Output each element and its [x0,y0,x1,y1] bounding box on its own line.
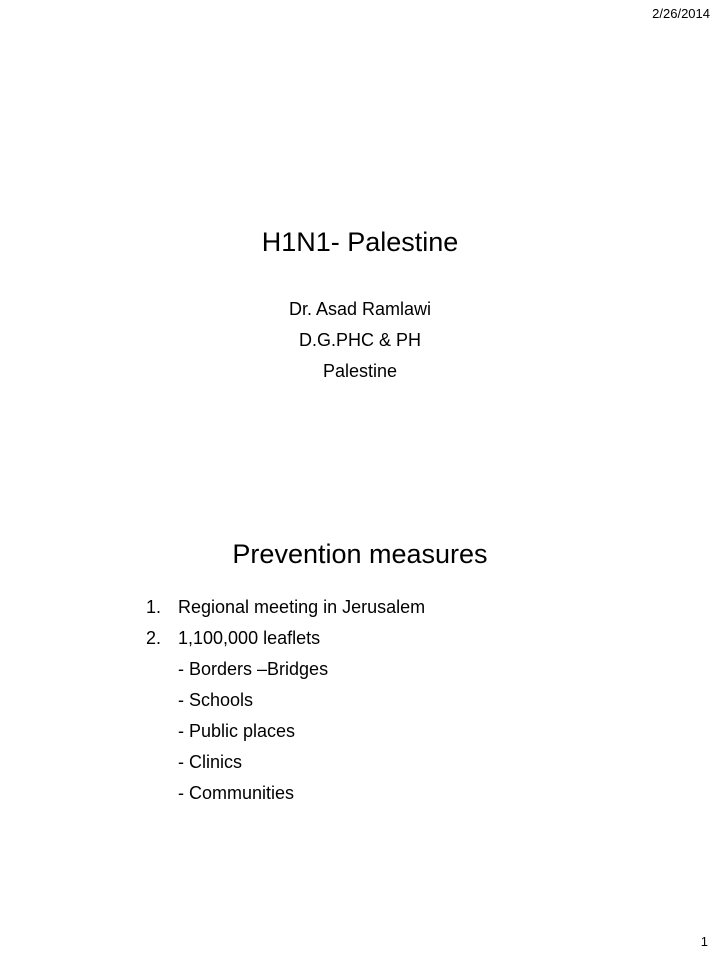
list-item-number: 2. [146,628,162,648]
sub-list-item: - Borders –Bridges [178,659,329,679]
list-item-text: 1,100,000 leaflets [178,628,321,648]
presenter-name: Dr. Asad Ramlawi [288,299,432,319]
page-date: 2/26/2014 [652,6,710,21]
presenter-position: D.G.PHC & PH [298,330,422,350]
sub-list-item: - Clinics [178,752,243,772]
list-item [146,592,425,623]
slide-title [0,222,720,387]
list-item-number: 1. [146,597,162,617]
slide-title-heading: H1N1- Palestine [261,227,459,257]
slide-prevention-heading: Prevention measures [232,539,488,569]
list-item-text: Regional meeting in Jerusalem [178,597,426,617]
presenter-country: Palestine [322,361,398,381]
prevention-list [146,592,425,809]
sub-list-item: - Schools [178,690,254,710]
sub-list-item: - Communities [178,783,295,803]
slide-prevention [0,534,720,803]
presenter-info [0,294,720,387]
page-number: 1 [700,934,708,949]
list-item [146,623,425,654]
sub-list-item: - Public places [178,721,296,741]
